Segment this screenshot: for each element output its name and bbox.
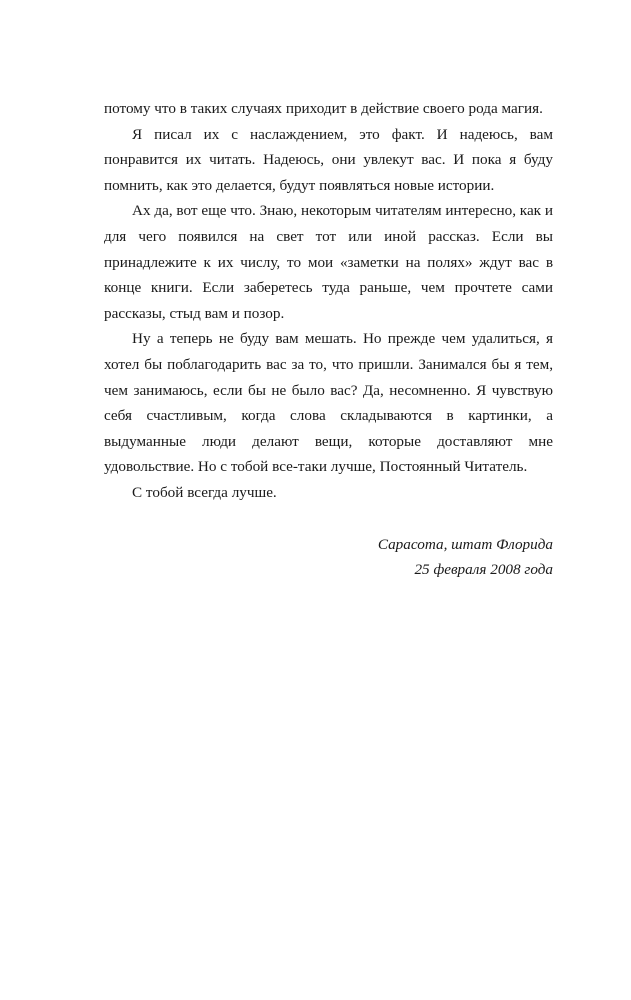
- signature-date: 25 февраля 2008 года: [414, 561, 553, 579]
- signature-place: Сарасота, штат Флорида: [377, 535, 553, 553]
- paragraph: Ну а теперь не буду вам мешать. Но прежде чем удалиться, я хотел бы поблагодарить вас за то, что пришли. Занимался бы я тем, чем занимаюсь, если бы не было вас? Да, несомненно. Я чувствую себя счастливым, когда слова складываются в картинки, а выдуманные люди делают вещи, которые доставляют мне удовольствие. Но с тобой все-таки лучше, Постоянный Читатель.: [104, 330, 553, 476]
- body-text-block: [104, 96, 553, 506]
- signature-block: [104, 532, 553, 583]
- paragraph: Ах да, вот еще что. Знаю, некоторым читателям интересно, как и для чего появился на свет тот или иной рассказ. Если вы принадлежите к их числу, то мои «заметки на полях» ждут вас в конце книги. Если заберетесь туда раньше, чем прочтете сами рассказы, стыд вам и позор.: [104, 202, 553, 322]
- paragraph: потому что в таких случаях приходит в действие своего рода магия.: [104, 100, 543, 117]
- paragraph: Я писал их с наслаждением, это факт. И надеюсь, вам понравится их читать. Надеюсь, они увлекут вас. И пока я буду помнить, как это делается, будут появляться новые истории.: [104, 125, 553, 194]
- paragraph: С тобой всегда лучше.: [132, 483, 277, 501]
